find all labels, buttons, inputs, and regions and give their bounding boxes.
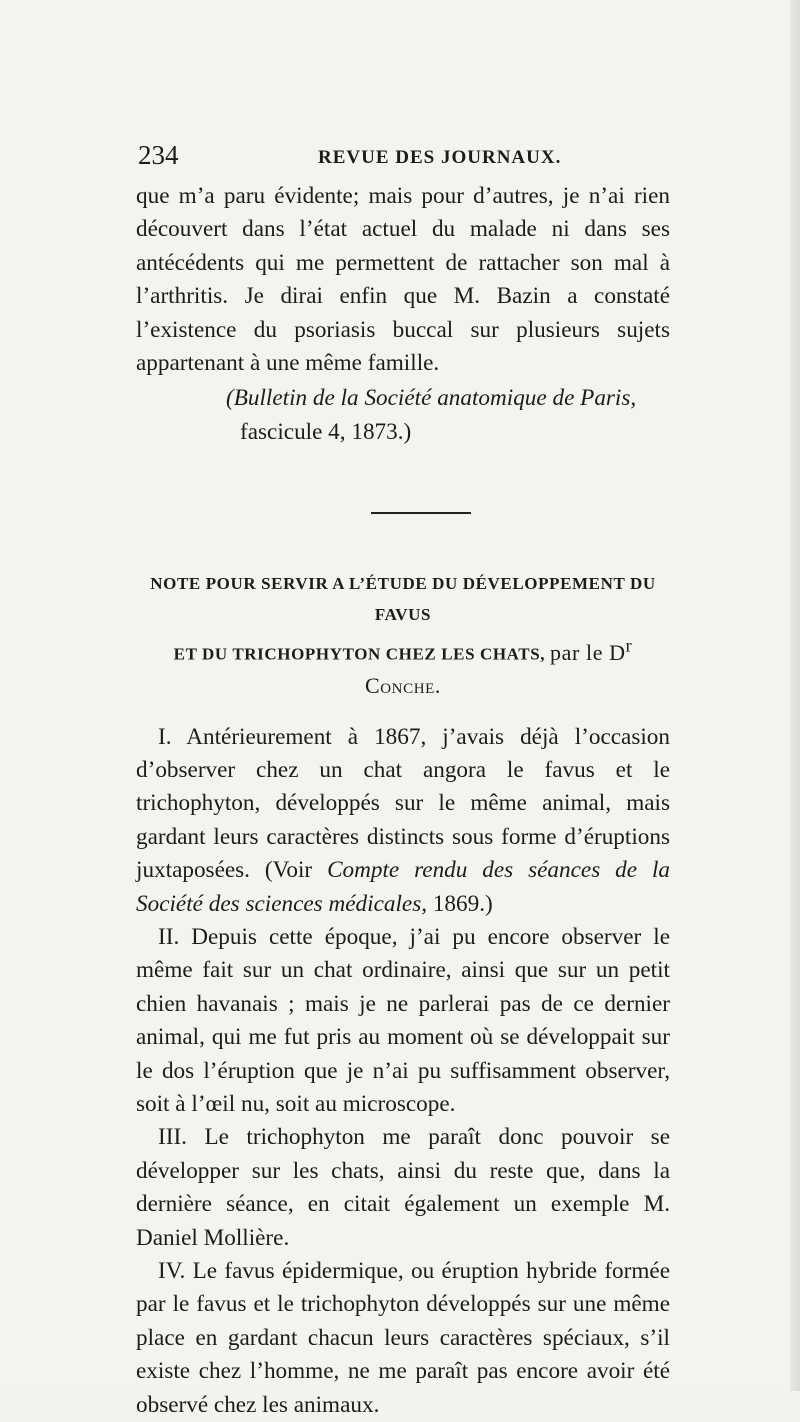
section-3: III. Le trichophyton me paraît donc pouvoir se développer sur les chats, ainsi du reste que, dans la dernière séance, en citait également un exemple M. Daniel Mollière. xyxy=(136,1124,670,1251)
citation-journal: (Bulletin de la Société anatomique de Paris, xyxy=(226,385,637,412)
note-sections xyxy=(136,721,670,1422)
note-title xyxy=(136,568,670,702)
note-title-line-2 xyxy=(136,630,670,702)
section-1 xyxy=(136,721,670,921)
page-edge xyxy=(790,0,800,1391)
intro-paragraph: que m’a paru évidente; mais pour d’autres, je n’ai rien découvert dans l’état actuel du malade ni dans ses antécédents qui me permettent de rattacher son mal à l’arthritis. Je dirai enfin que M. Bazin a constaté l’existence du psoriasis buccal sur plusieurs sujets appartenant à une même famille. xyxy=(136,183,670,377)
page-number: 234 xyxy=(138,140,179,170)
page-body xyxy=(136,180,670,1422)
citation xyxy=(136,382,670,449)
section-divider xyxy=(371,512,471,514)
section-4: IV. Le favus épidermique, ou éruption hybride formée par le favus et le trichophyton développés sur une même place en gardant chacun leurs caractères spéciaux, s’il existe chez l’homme, ne me paraît pas encore avoir été observé chez les animaux. xyxy=(136,1258,670,1418)
note-title-line-1: NOTE POUR SERVIR A L’ÉTUDE DU DÉVELOPPEMENT DU FAVUS xyxy=(150,574,656,625)
citation-fascicle: fascicule 4, 1873.) xyxy=(240,418,412,445)
section-1-start: I. Antérieurement à 1867, j’avais déjà l’occasion d’observer chez un chat angora le favus et le trichophyton, développés sur le même animal, mais gardant leurs caractères distincts sous forme d’éruptions juxtaposées. (Voir xyxy=(136,723,670,884)
note-author-sup: r xyxy=(625,635,633,656)
section-1-italic: Compte rendu des séances de la Société des sciences médicales, xyxy=(136,857,670,917)
section-1-end: 1869.) xyxy=(427,890,493,917)
running-head: REVUE DES JOURNAUX. xyxy=(318,147,562,168)
note-author-prefix: par le D xyxy=(550,639,626,665)
section-2: II. Depuis cette époque, j’ai pu encore observer le même fait sur un chat ordinaire, ainsi que sur un petit chien havanais ; mais je ne parlerai pas de ce dernier animal, qui me fut pris au moment où se développait sur le dos l’éruption que je n’ai pu suffisamment observer, soit à l’œil nu, soit au microscope. xyxy=(136,924,670,1118)
page-header xyxy=(138,136,678,176)
note-author-name: Conche. xyxy=(364,672,442,698)
note-title-line-2-text: ET DU TRICHOPHYTON CHEZ LES CHATS, xyxy=(173,644,546,664)
